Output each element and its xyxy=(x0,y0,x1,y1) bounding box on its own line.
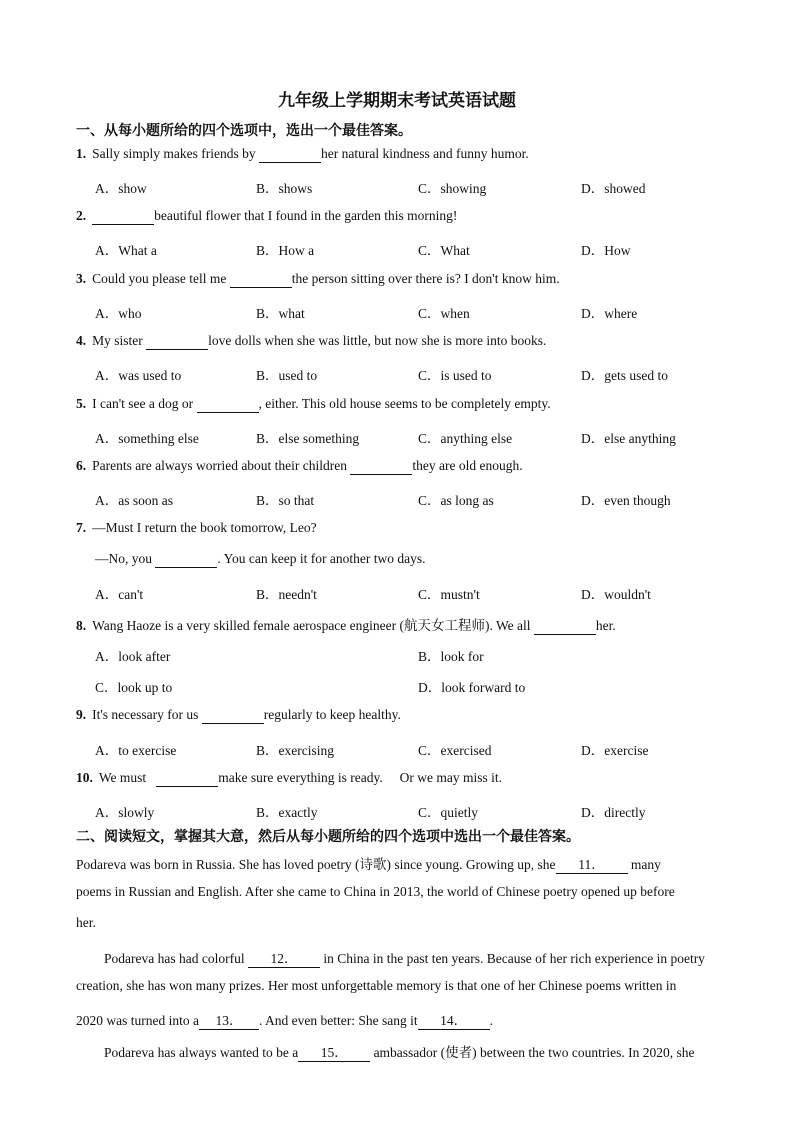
option-b: B．what xyxy=(256,306,305,321)
option-d: D．look forward to xyxy=(418,680,526,695)
question-7 xyxy=(76,520,317,536)
question-text: beautiful flower that I found in the garden this morning! xyxy=(154,208,458,223)
passage-blank-13: 13． xyxy=(199,1009,259,1030)
option-a: A．as soon as xyxy=(95,493,173,508)
option-a: A．slowly xyxy=(95,805,155,820)
answer-blank xyxy=(230,271,292,288)
option-d: D．How xyxy=(581,243,631,258)
question-number: 6. xyxy=(76,458,87,473)
question-text: We must xyxy=(98,770,157,785)
option-d: D．directly xyxy=(581,805,646,820)
question-text: Could you please tell me xyxy=(92,271,230,286)
question-number: 8. xyxy=(76,618,87,633)
question-text: Wang Haoze is a very skilled female aerospace engineer (航天女工程师). We all xyxy=(92,618,534,633)
option-d: D．else anything xyxy=(581,431,676,446)
option-c: C．mustn't xyxy=(418,587,480,602)
question-text: , either. This old house seems to be completely empty. xyxy=(258,396,551,411)
option-c: C．anything else xyxy=(418,431,513,446)
option-c: C．is used to xyxy=(418,368,492,383)
question-7-reply xyxy=(95,551,425,568)
option-d: D．gets used to xyxy=(581,368,668,383)
section-heading-2: 二、阅读短文，掌握其大意，然后从每小题所给的四个选项中选出一个最佳答案。 xyxy=(76,829,580,845)
option-b: B．needn't xyxy=(256,587,317,602)
option-a: A．look after xyxy=(95,649,171,664)
question-number: 3. xyxy=(76,271,87,286)
option-d: D．showed xyxy=(581,181,646,196)
question-text: . You can keep it for another two days. xyxy=(217,551,426,566)
option-a: A．show xyxy=(95,181,147,196)
passage-line xyxy=(76,853,746,874)
option-a: A．something else xyxy=(95,431,199,446)
answer-blank xyxy=(155,551,217,568)
answer-blank xyxy=(534,618,596,635)
question-2 xyxy=(76,208,457,225)
question-text: make sure everything is ready. Or we may miss it. xyxy=(218,770,502,785)
question-text: I can't see a dog or xyxy=(92,396,197,411)
question-number: 2. xyxy=(76,208,87,223)
option-b: B．look for xyxy=(418,649,484,664)
question-text: —Must I return the book tomorrow, Leo? xyxy=(92,520,317,535)
question-number: 10. xyxy=(76,770,93,785)
question-text: the person sitting over there is? I don't know him. xyxy=(291,271,560,286)
question-text: Parents are always worried about their children xyxy=(92,458,351,473)
question-number: 5. xyxy=(76,396,87,411)
question-3 xyxy=(76,271,560,288)
passage-text: many xyxy=(627,857,661,872)
question-text: It's necessary for us xyxy=(92,707,202,722)
question-number: 9. xyxy=(76,707,87,722)
option-b: B．exercising xyxy=(256,743,334,758)
passage-blank-14: 14． xyxy=(418,1009,490,1030)
passage-blank-12: 12． xyxy=(248,947,320,968)
answer-blank xyxy=(350,458,412,475)
option-d: D．wouldn't xyxy=(581,587,651,602)
answer-blank xyxy=(202,707,264,724)
option-b: B．shows xyxy=(256,181,313,196)
option-b: B．exactly xyxy=(256,805,318,820)
option-b: B．else something xyxy=(256,431,360,446)
option-b: B．used to xyxy=(256,368,318,383)
question-number: 4. xyxy=(76,333,87,348)
passage-blank-11: 11． xyxy=(556,853,628,874)
answer-blank xyxy=(197,396,259,413)
question-8 xyxy=(76,614,616,635)
question-4 xyxy=(76,333,546,350)
option-c: C．exercised xyxy=(418,743,492,758)
question-text: her natural kindness and funny humor. xyxy=(320,146,529,161)
option-a: A．was used to xyxy=(95,368,182,383)
passage-text: . xyxy=(489,1013,493,1028)
passage-line: her. xyxy=(76,915,96,930)
option-a: A．What a xyxy=(95,243,157,258)
option-b: B．so that xyxy=(256,493,315,508)
option-c: C．when xyxy=(418,306,470,321)
question-text: Sally simply makes friends by xyxy=(92,146,259,161)
option-c: C．look up to xyxy=(95,680,173,695)
page-title: 九年级上学期期末考试英语试题 xyxy=(278,91,516,111)
question-text: —No, you xyxy=(95,551,156,566)
passage-text: in China in the past ten years. Because of her rich experience in poetry xyxy=(319,951,705,966)
option-c: C．What xyxy=(418,243,470,258)
passage-blank-15: 15． xyxy=(298,1041,370,1062)
passage-text: . And even better: She sang it xyxy=(258,1013,418,1028)
option-d: D．even though xyxy=(581,493,671,508)
answer-blank xyxy=(259,146,321,163)
passage-text: Podareva was born in Russia. She has loved poetry (诗歌) since young. Growing up, she xyxy=(76,857,556,872)
question-text: her. xyxy=(595,618,616,633)
option-c: C．as long as xyxy=(418,493,494,508)
option-a: A．to exercise xyxy=(95,743,177,758)
passage-text: Podareva has had colorful xyxy=(104,951,248,966)
question-number: 1. xyxy=(76,146,87,161)
question-1 xyxy=(76,146,529,163)
passage-line: creation, she has won many prizes. Her most unforgettable memory is that one of her Chinese poems written in xyxy=(76,978,677,993)
passage-text: ambassador (使者) between the two countries. In 2020, she xyxy=(370,1045,695,1060)
option-d: D．where xyxy=(581,306,638,321)
option-d: D．exercise xyxy=(581,743,649,758)
option-a: A．can't xyxy=(95,587,144,602)
passage-line xyxy=(104,1041,774,1062)
passage-line xyxy=(104,947,774,968)
passage-line xyxy=(76,1009,746,1030)
section-heading-1: 一、从每小题所给的四个选项中，选出一个最佳答案。 xyxy=(76,123,412,139)
question-text: My sister xyxy=(92,333,147,348)
answer-blank xyxy=(92,208,154,225)
option-c: C．quietly xyxy=(418,805,478,820)
passage-line: poems in Russian and English. After she came to China in 2013, the world of Chinese poetry opened up before xyxy=(76,884,675,899)
question-text: love dolls when she was little, but now she is more into books. xyxy=(208,333,547,348)
question-number: 7. xyxy=(76,520,87,535)
answer-blank xyxy=(156,770,218,787)
option-c: C．showing xyxy=(418,181,487,196)
answer-blank xyxy=(146,333,208,350)
passage-text: Podareva has always wanted to be a xyxy=(104,1045,299,1060)
question-text: regularly to keep healthy. xyxy=(263,707,401,722)
option-b: B．How a xyxy=(256,243,315,258)
option-a: A．who xyxy=(95,306,142,321)
question-10 xyxy=(76,770,502,787)
passage-text: 2020 was turned into a xyxy=(76,1013,199,1028)
question-5 xyxy=(76,396,551,413)
question-6 xyxy=(76,458,523,475)
question-text: they are old enough. xyxy=(412,458,523,473)
question-9 xyxy=(76,707,401,724)
